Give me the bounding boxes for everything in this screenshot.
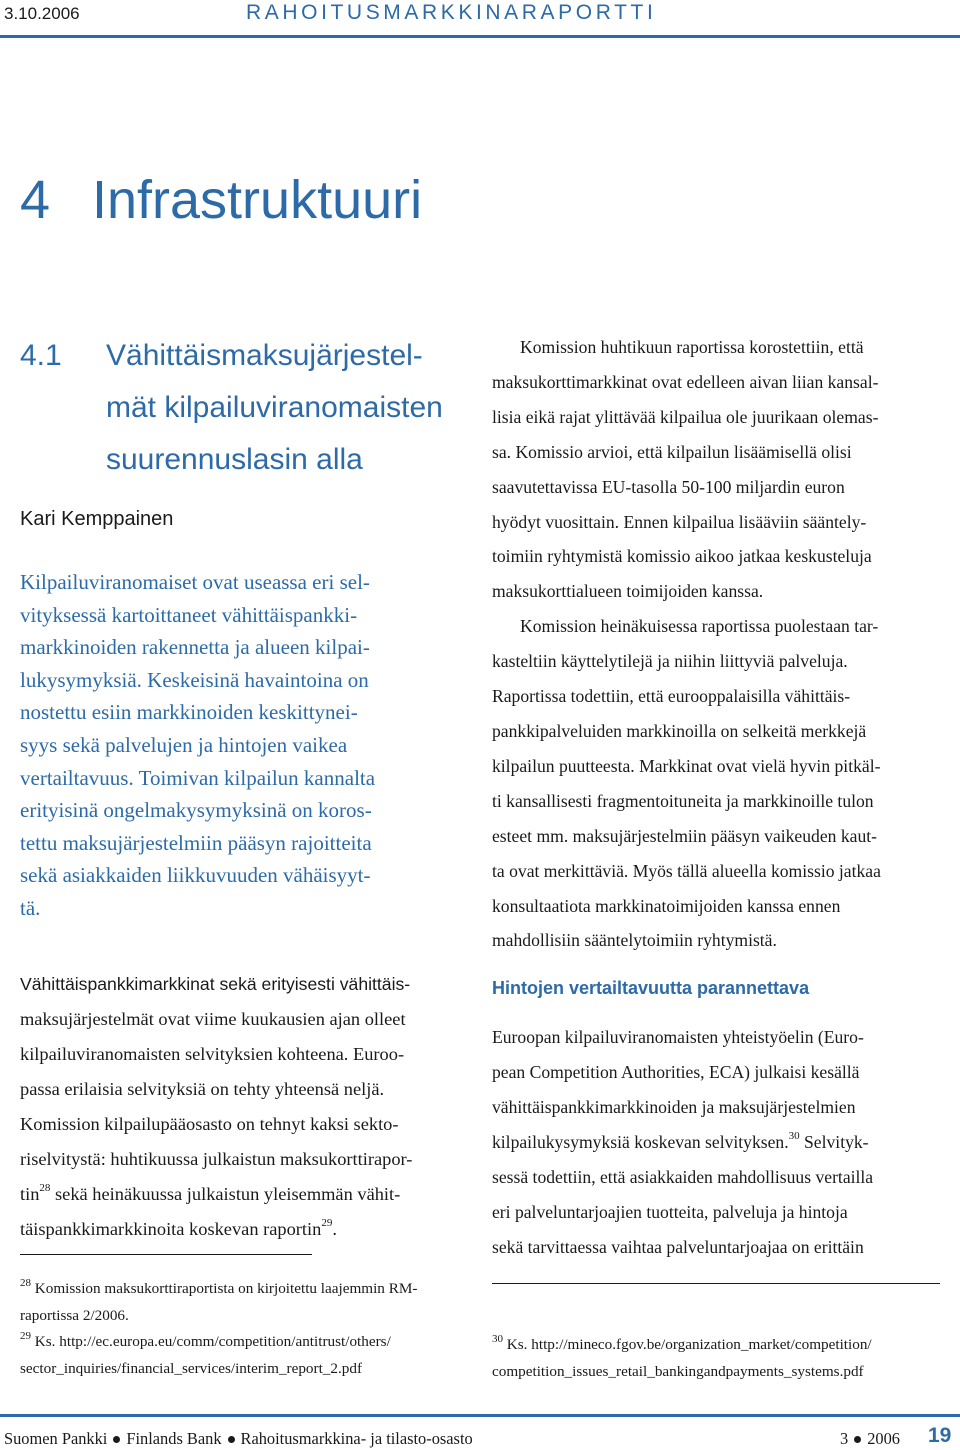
body-line: pean Competition Authorities, ECA) julkaisi kesällä [492, 1062, 860, 1082]
body-line-text: . [332, 1219, 337, 1239]
footnote-link[interactable]: Ks. http://mineco.fgov.be/organization_market/competition/ [503, 1336, 872, 1353]
footnote-30 [492, 1332, 944, 1359]
lead-line: tettu maksujärjestelmiin pääsyn rajoitteita [20, 830, 372, 855]
lead-line: sekä asiakkaiden liikkuvuuden vähäisyyt- [20, 863, 371, 888]
body-line: toimiin ryhtymistä komissio aikoo jatkaa keskusteluja [492, 546, 872, 567]
footnotes-right [492, 1332, 944, 1385]
footnote-ref-28[interactable]: 28 [39, 1182, 51, 1194]
body-line: vähittäispankkimarkkinoiden ja maksujärjestelmien [492, 1097, 856, 1117]
header-publication-title: RAHOITUSMARKKINARAPORTTI [246, 1, 657, 24]
body-line-text: kilpailukysymyksiä koskevan selvityksen. [492, 1132, 789, 1152]
body-line: saavutettavissa EU-tasolla 50-100 miljardin euron [492, 476, 845, 497]
lead-line: Kilpailuviranomaiset ovat useassa eri sel- [20, 570, 370, 594]
body-line: sessä todettiin, että asiakkaiden mahdollisuus vertailla [492, 1167, 874, 1187]
body-line: Komission heinäkuisessa raportissa puolestaan tar- [520, 616, 879, 637]
body-line-text: tin [20, 1184, 40, 1204]
footnote-rule-right [492, 1283, 940, 1284]
footnote-number: 30 [492, 1333, 503, 1345]
section-title-line: suurennuslasin alla [106, 443, 363, 476]
lead-line: vertailtavuus. Toimivan kilpailun kannalta [20, 765, 376, 790]
body-line: Komission kilpailupääosasto on tehnyt kaksi sekto- [20, 1114, 399, 1134]
footer-org-sv: Finlands Bank [126, 1429, 222, 1448]
footer-publisher [4, 1429, 473, 1449]
body-line: Raportissa todettiin, että eurooppalaisilla vähittäis- [492, 686, 851, 707]
footer-rule [0, 1414, 960, 1417]
lead-line: vityksessä kartoittaneet vähittäispankki- [20, 602, 358, 627]
footnote-rule-left [20, 1254, 312, 1255]
footer-issue-year: 2006 [867, 1429, 900, 1448]
body-line: kasteltiin käyttelytilejä ja niihin liittyviä palveluja. [492, 651, 848, 672]
body-text-right-2 [492, 1020, 944, 1265]
footnote-28 [20, 1276, 470, 1303]
body-line: Komission huhtikuun raportissa korostettiin, että [520, 337, 864, 357]
lead-line: syys sekä palvelujen ja hintojen vaikea [20, 732, 348, 757]
bullet-icon [113, 1436, 120, 1443]
lead-line: nostettu esiin markkinoiden keskittynei- [20, 700, 358, 725]
body-line: sa. Komissio arvioi, että kilpailun lisäämisellä olisi [492, 441, 852, 462]
body-line: kilpailuviranomaisten selvityksien kohteena. Euroo- [20, 1044, 405, 1064]
footer-issue-number: 3 [840, 1429, 849, 1448]
body-line: sekä tarvittaessa vaihtaa palveluntarjoajaa on erittäin [492, 1237, 864, 1257]
footer-issue [840, 1429, 900, 1449]
header-date: 3.10.2006 [4, 4, 80, 23]
footnote-link[interactable]: competition_issues_retail_bankingandpayments_systems.pdf [492, 1362, 864, 1380]
footnote-text: Komission maksukorttiraportista on kirjoitettu laajemmin RM- [31, 1280, 418, 1297]
body-line-text: sekä heinäkuussa julkaistun yleisemmän vähit- [50, 1184, 401, 1204]
section-title [106, 330, 486, 486]
bullet-icon [854, 1436, 861, 1443]
body-line: mahdollisiin sääntelytoimiin ryhtymistä. [492, 930, 777, 951]
body-line: kilpailun puutteesta. Markkinat ovat vielä hyvin pitkäl- [492, 755, 881, 776]
body-line: ti kansallisesti fragmentoituneita ja markkinoille tulon [492, 790, 874, 811]
author-name: Kari Kemppainen [20, 508, 174, 530]
footnote-ref-30[interactable]: 30 [788, 1130, 800, 1142]
header-rule [0, 35, 960, 38]
footer-department: Rahoitusmarkkina- ja tilasto-osasto [240, 1429, 473, 1448]
body-line: maksujärjestelmät ovat viime kuukausien ajan olleet [20, 1009, 406, 1029]
section-title-line: Vähittäismaksujärjestel- [106, 339, 423, 372]
footnote-text: raportissa 2/2006. [20, 1306, 129, 1324]
section-number: 4.1 [20, 339, 62, 372]
footnote-number: 28 [20, 1277, 31, 1289]
footnotes-left [20, 1276, 470, 1382]
body-text-left [20, 967, 470, 1247]
footnote-link[interactable]: sector_inquiries/financial_services/interim_report_2.pdf [20, 1359, 363, 1377]
footer-org-fi: Suomen Pankki [4, 1429, 108, 1448]
page-number: 19 [928, 1424, 952, 1447]
body-line: maksukorttialueen toimijoiden kanssa. [492, 581, 764, 602]
lead-line: lukysymyksiä. Keskeisinä havaintoina on [20, 667, 369, 692]
body-line [492, 1125, 944, 1160]
section-title-line: mät kilpailuviranomaisten [106, 391, 443, 424]
body-line: esteet mm. maksujärjestelmiin pääsyn vaikeuden kaut- [492, 825, 877, 846]
body-text-right [492, 330, 944, 958]
body-line: eri palveluntarjoajien tuotteita, palveluja ja hintoja [492, 1202, 848, 1222]
body-line: konsultaatiota markkinatoimijoiden kanssa ennen [492, 895, 841, 916]
lead-line: tä. [20, 895, 41, 920]
body-line: maksukorttimarkkinat ovat edelleen aivan liian kansal- [492, 371, 879, 392]
body-line: passa erilaisia selvityksiä on tehty yhteensä neljä. [20, 1079, 385, 1099]
body-line-text: täispankkimarkkinoita koskevan raportin [20, 1219, 322, 1239]
footnote-link[interactable]: Ks. http://ec.europa.eu/comm/competition/antitrust/others/ [31, 1333, 391, 1350]
chapter-title [20, 168, 422, 232]
body-line: Euroopan kilpailuviranomaisten yhteistyöelin (Euro- [492, 1027, 864, 1047]
body-line: ta ovat merkittäviä. Myös tällä alueella komissio jatkaa [492, 860, 881, 881]
subheading: Hintojen vertailtavuutta parannettava [492, 978, 810, 998]
chapter-title-text: Infrastruktuuri [92, 170, 423, 230]
lead-line: erityisinä ongelmakysymyksinä on koros- [20, 798, 372, 823]
body-line [20, 1212, 470, 1247]
body-line [20, 1177, 470, 1212]
bullet-icon [228, 1436, 235, 1443]
body-line: hyödyt vuosittain. Ennen kilpailua lisääviin sääntely- [492, 511, 867, 532]
footnote-number: 29 [20, 1330, 31, 1342]
body-line: lisia eikä rajat ylittävää kilpailua ole juurikaan olemas- [492, 406, 879, 427]
body-line: riselvitystä: huhtikuussa julkaistun maksukorttirapor- [20, 1149, 413, 1169]
lead-line: markkinoiden rakennetta ja alueen kilpai- [20, 635, 370, 660]
chapter-number: 4 [20, 170, 51, 230]
body-line-text: Selvityk- [799, 1132, 869, 1152]
lead-paragraph [20, 566, 470, 925]
footnote-ref-29[interactable]: 29 [321, 1217, 333, 1229]
body-line: Vähittäispankkimarkkinat sekä erityisesti vähittäis- [20, 974, 411, 994]
body-line: pankkipalveluiden markkinoilla on selkeitä merkkejä [492, 720, 867, 741]
footnote-29 [20, 1329, 470, 1356]
